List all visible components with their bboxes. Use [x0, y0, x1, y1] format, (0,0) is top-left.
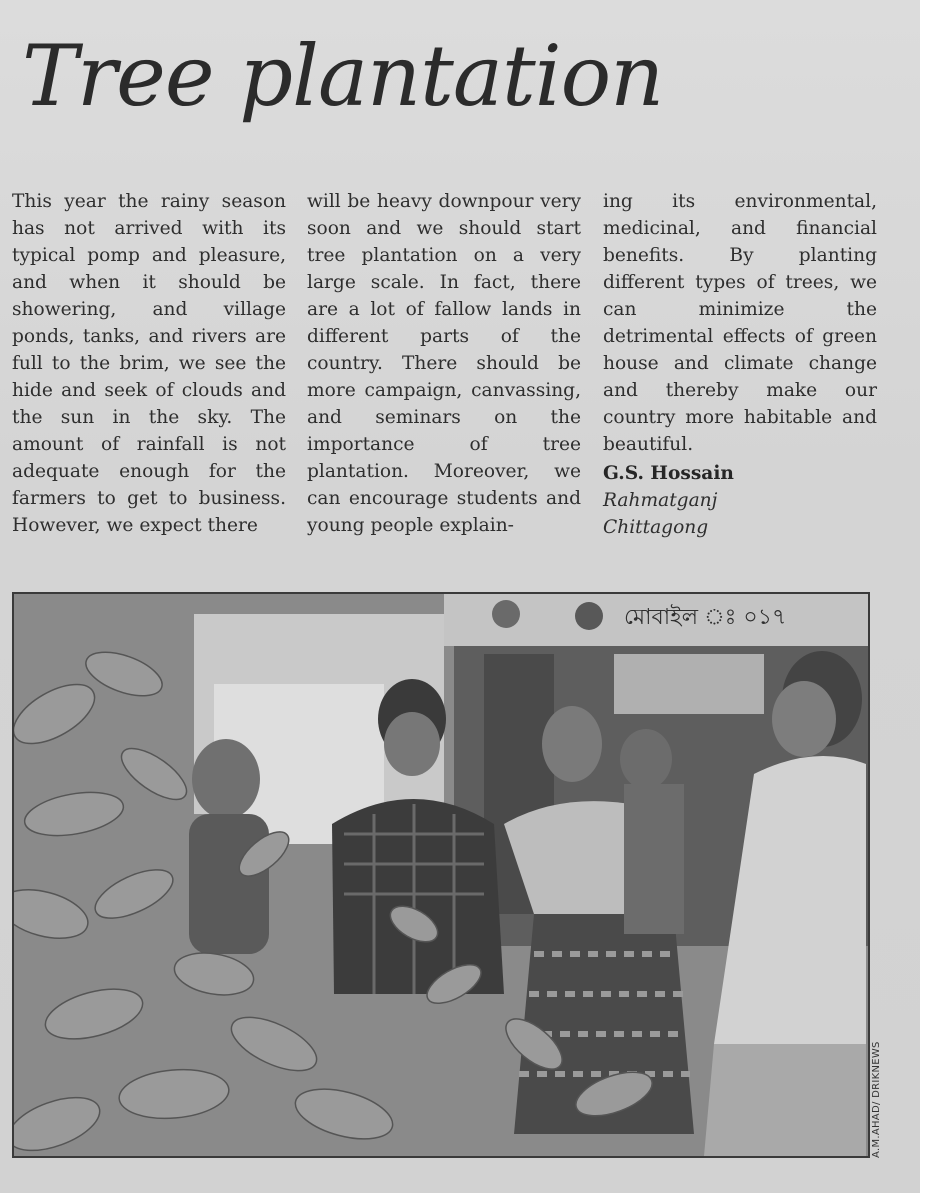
article-column-2	[307, 188, 581, 539]
author-name: G.S. Hossain	[603, 463, 734, 484]
author-locality: Rahmatganj	[603, 490, 718, 511]
column-3-text: ing its environmental, medicinal, and financial benefits. By planting different types of trees, we can minimize the detrimental effects of green house and climate change and thereby make our country more habitable and beautiful.	[603, 191, 877, 455]
article-headline: Tree plantation	[22, 27, 664, 125]
letter-signature	[603, 460, 877, 541]
column-1-text: This year the rainy season has not arrived with its typical pomp and pleasure, and when it should be showering, and village ponds, tanks, and rivers are full to the brim, we see the hide and seek of clouds and the sun in the sky. The amount of rainfall is not adequate enough for the farmers to get to business. However, we expect there	[12, 191, 286, 536]
column-2-text: will be heavy downpour very soon and we should start tree plantation on a very large scale. In fact, there are a lot of fallow lands in different parts of the country. There should be more campaign, canvassing, and seminars on the importance of tree plantation. Moreover, we can encourage students and young people explain-	[307, 191, 581, 536]
author-city: Chittagong	[603, 517, 709, 538]
article-column-1	[12, 188, 286, 539]
shop-sign-text: মোবাইল ঃ ০১৭	[624, 605, 787, 630]
photo-credit: A.M.AHAD/ DRIKNEWS	[871, 1041, 882, 1158]
article-column-3	[603, 188, 877, 541]
news-photo	[12, 592, 870, 1158]
nursery-scene-illustration	[14, 594, 868, 1156]
